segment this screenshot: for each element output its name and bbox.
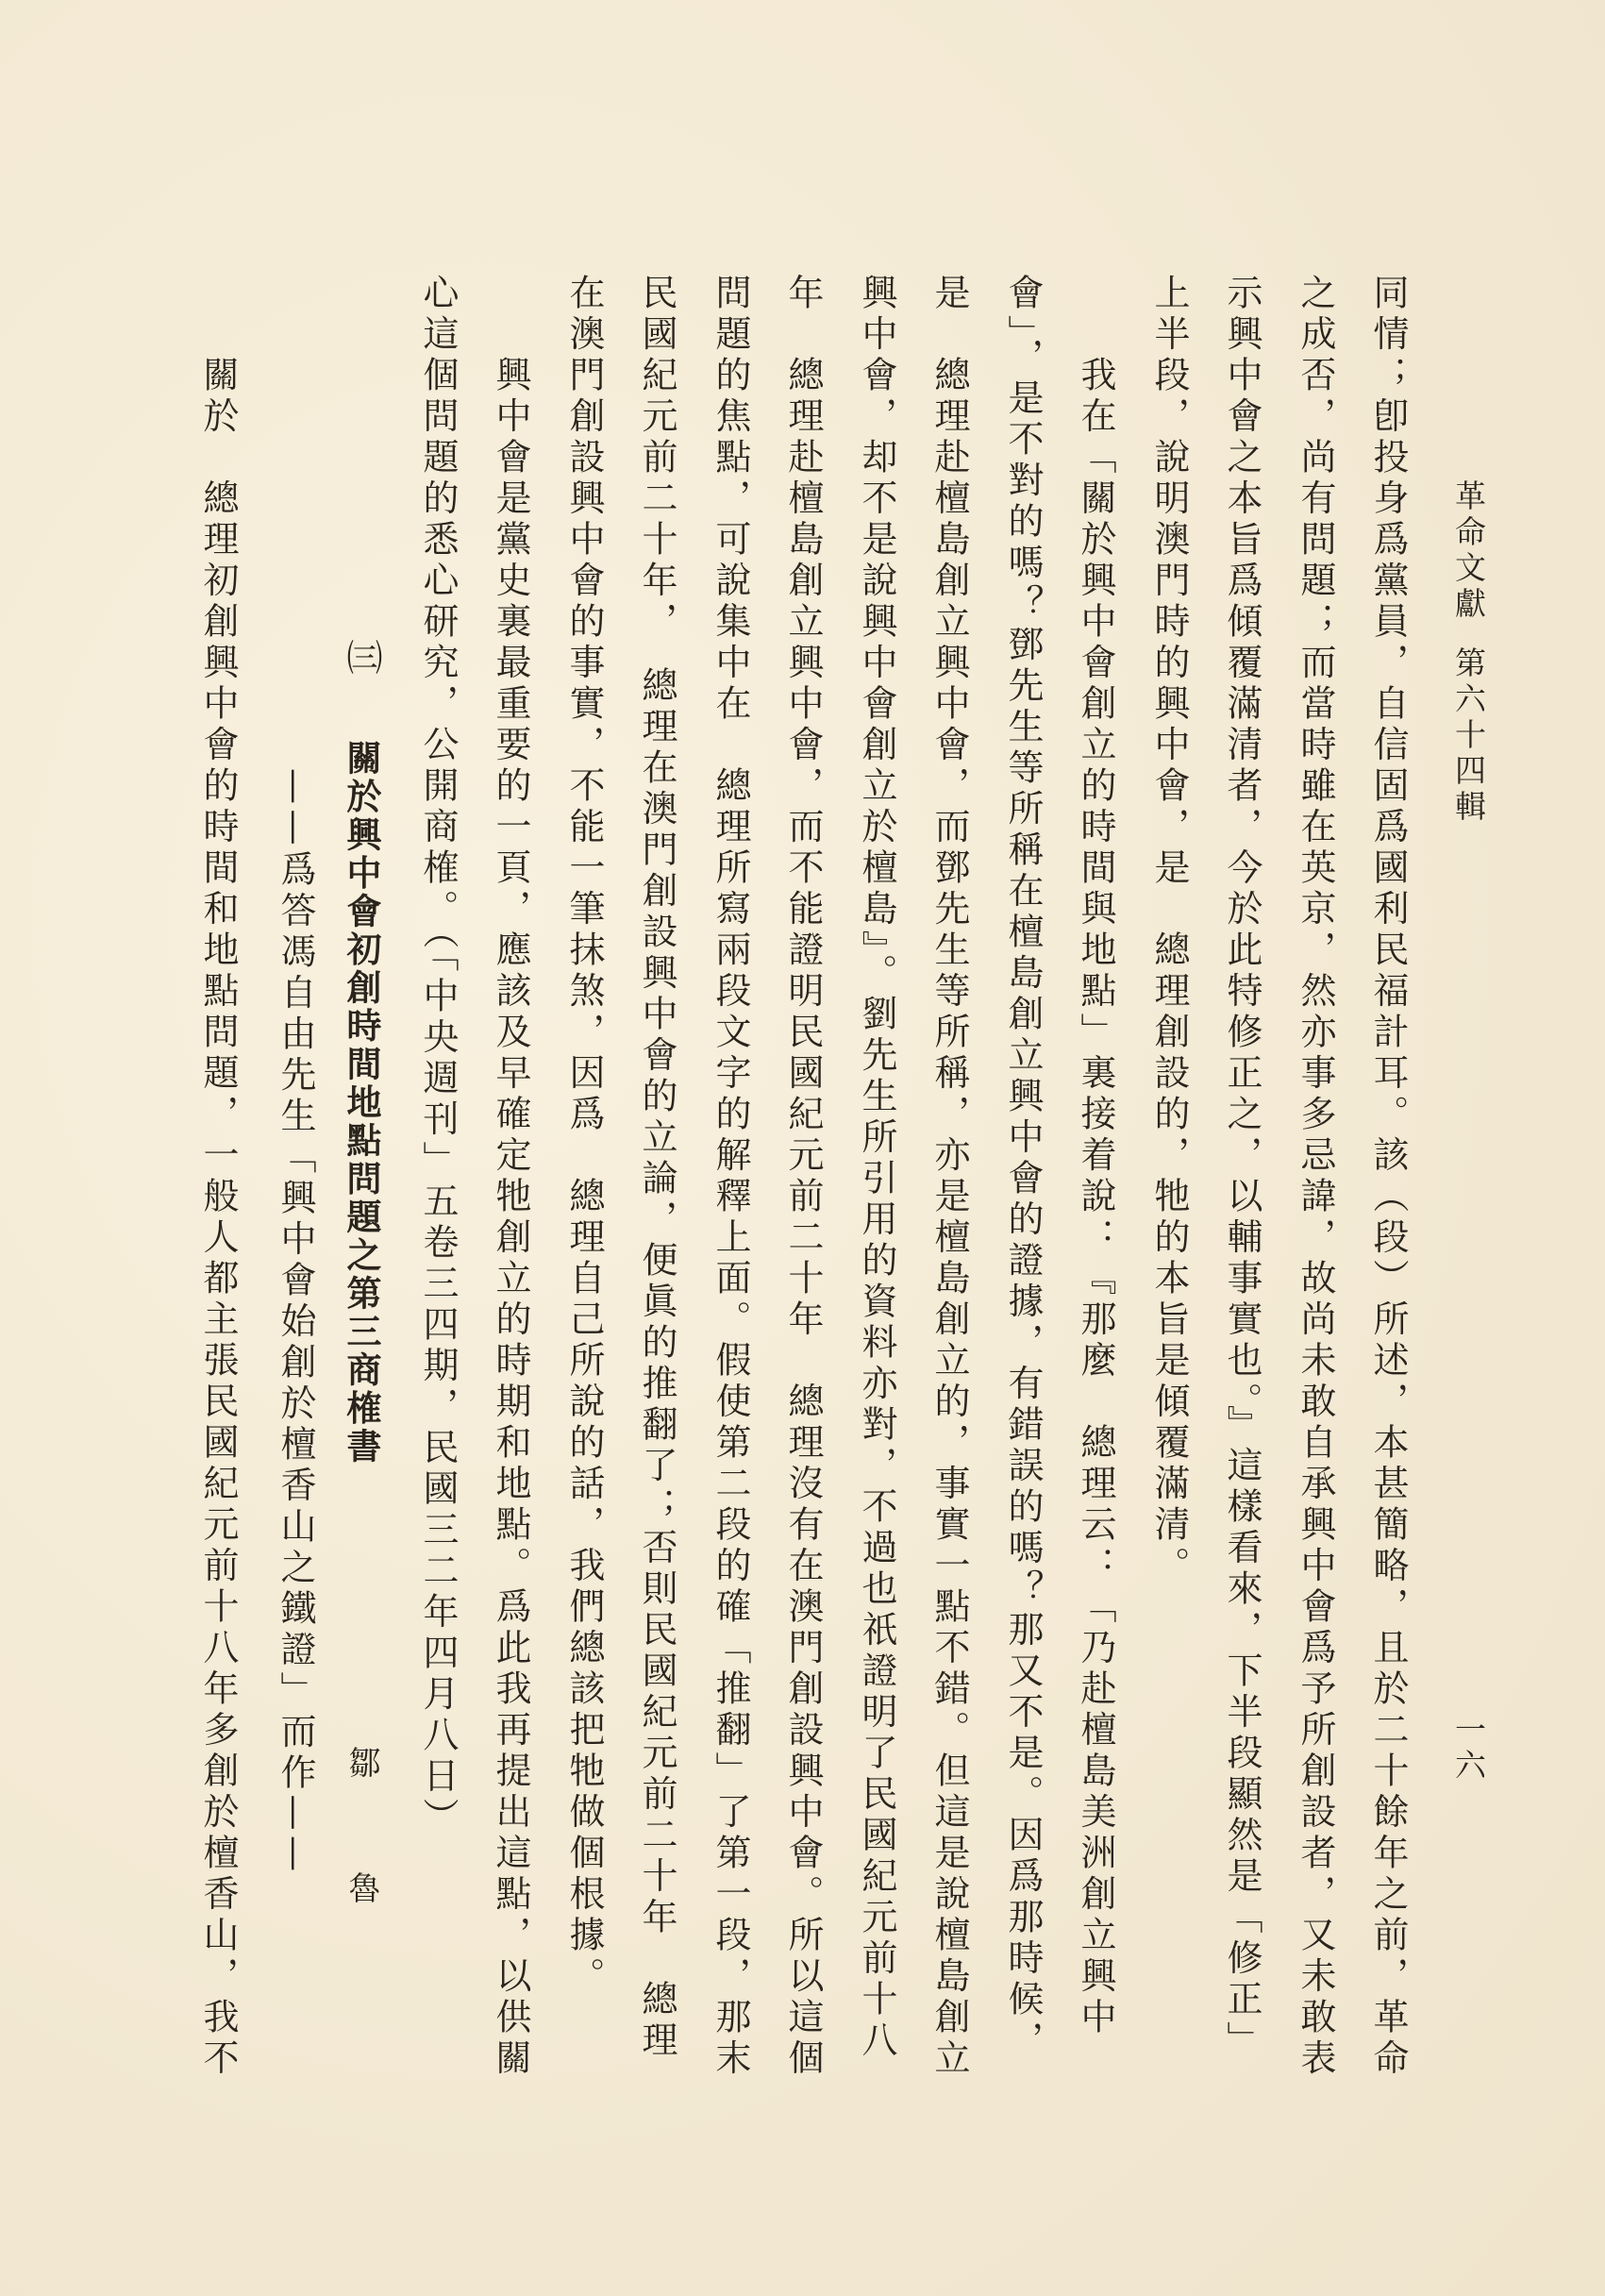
text-column: 年 總理赴檀島創立興中會，而不能證明民國紀元前二十年 總理沒有在澳門創設興中會。所以這個 (782, 274, 824, 2080)
author-name: 魯 (343, 1871, 380, 1903)
section-title: 關於興中會初創時間地點問題之第三商榷書 (341, 740, 382, 1466)
section-subtitle: ——爲答馮自由先生「興中會始創於檀香山之鐵證」而作—— (275, 768, 316, 1877)
text-column: 上半段，說明澳門時的興中會，是 總理創設的，牠的本旨是傾覆滿清。 (1148, 274, 1190, 1587)
text-column: 心這個問題的悉心研究，公開商榷。（「中央週刊」五卷三四期，民國三二年四月八日） (417, 274, 459, 1839)
text-column: 是 總理赴檀島創立興中會，而鄧先生等所稱，亦是檀島創立的，事實一點不錯。但這是說檀島創立 (928, 274, 970, 2080)
author-surname: 鄒 (343, 1746, 380, 1778)
text-column: 關於 總理初創興中會的時間和地點問題，一般人都主張民國紀元前十八年多創於檀香山，我不 (197, 356, 239, 2080)
text-column: 在澳門創設興中會的事實，不能一筆抹煞，因爲 總理自己所說的話，我們總該把牠做個根據。 (563, 274, 605, 1998)
text-column: 同情；卽投身爲黨員，自信固爲國利民福計耳。該（段）所述，本甚簡略，且於二十餘年之前，革命 (1367, 274, 1409, 2080)
text-column: 興中會是黨史裏最重要的一頁，應該及早確定牠創立的時期和地點。爲此我再提出這點，以供關 (490, 356, 531, 2080)
text-column: 之成否，尚有問題；而當時雖在英京，然亦事多忌諱，故尚未敢自承興中會爲予所創設者，又未敢表 (1295, 274, 1336, 2080)
text-column: 示興中會之本旨爲傾覆滿清者，今於此特修正之，以輔事實也。』這樣看來，下半段顯然是「修正」 (1221, 274, 1262, 2062)
text-column: 興中會，却不是說興中會創立於檀島』。劉先生所引用的資料亦對，不過也祇證明了民國紀元前十八 (856, 274, 897, 2062)
volume-number: 第六十四輯 (1450, 646, 1487, 826)
text-column: 會」，是不對的嗎？鄧先生等所稱在檀島創立興中會的證據，有錯誤的嗎？那又不是。因爲那時候， (1002, 274, 1044, 2062)
text-column: 問題的焦點，可說集中在 總理所寫兩段文字的解釋上面。假使第二段的確「推翻」了第一段，那末 (710, 274, 751, 2080)
text-column: 我在「關於興中會創立的時間與地點」裏接着說：『那麼 總理云：「乃赴檀島美洲創立興中 (1075, 356, 1116, 2039)
page-number: 一六 (1450, 1713, 1487, 1785)
book-title: 革命文獻 (1450, 479, 1487, 623)
text-column: 民國紀元前二十年， 總理在澳門創設興中會的立論，便眞的推翻了；否則民國紀元前二十年 總理 (636, 274, 677, 2062)
section-number: ㈢ (341, 639, 382, 675)
